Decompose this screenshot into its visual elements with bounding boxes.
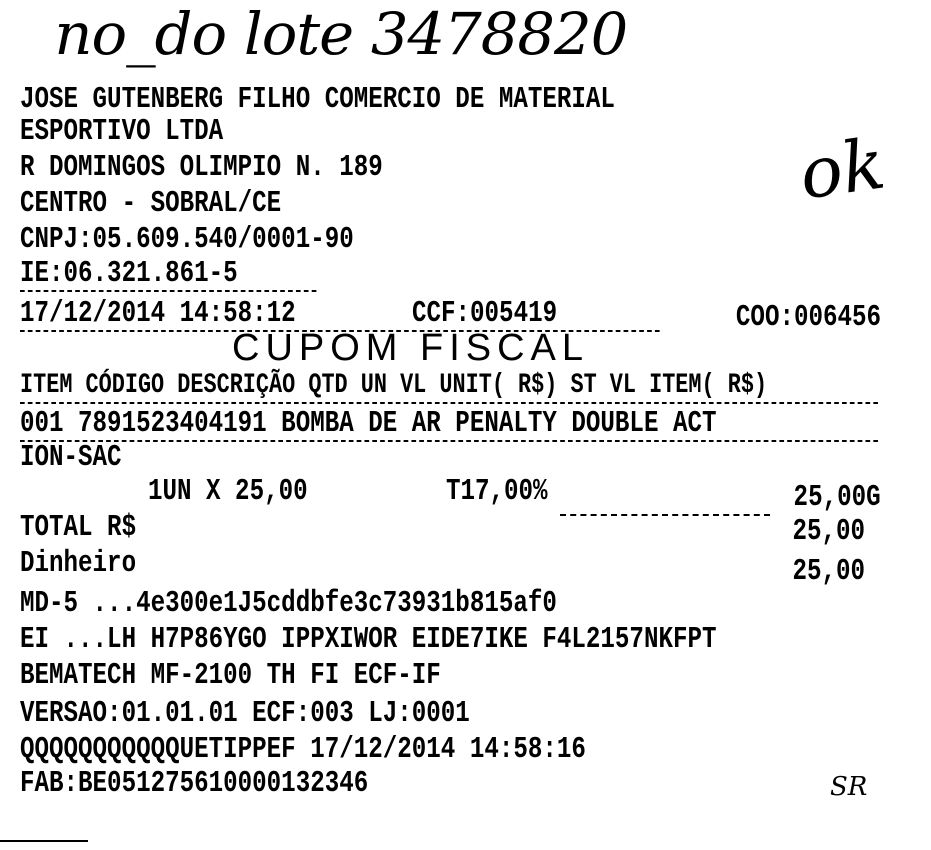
item-dash-fill <box>560 514 770 516</box>
item-qty-line: 1UN X 25,00 <box>148 474 308 509</box>
footer-divider <box>0 840 88 842</box>
fiscal-serial: QQQQQQQQQQQUETIPPEF 17/12/2014 14:58:16 <box>20 732 586 767</box>
store-cnpj: CNPJ:05.609.540/0001-90 <box>20 222 354 257</box>
handwritten-lot-note: no_do lote 3478820 <box>54 0 628 68</box>
handwritten-ok-mark: ok <box>794 122 890 216</box>
item-total: 25,00G <box>793 480 881 515</box>
fiscal-fab: FAB:BE051275610000132346 <box>20 766 369 801</box>
total-value: 25,00 <box>792 514 865 549</box>
payment-label: Dinheiro <box>20 546 137 581</box>
fiscal-version: VERSAO:01.01.01 ECF:003 LJ:0001 <box>20 696 470 731</box>
payment-value: 25,00 <box>792 554 865 589</box>
handwritten-initials: SR <box>830 772 868 802</box>
receipt-title: CUPOM FISCAL <box>232 327 590 369</box>
total-label: TOTAL R$ <box>20 510 137 545</box>
header-datetime: 17/12/2014 14:58:12 <box>20 298 660 332</box>
store-name-line2: ESPORTIVO LTDA <box>20 114 224 149</box>
fiscal-line2: EI ...LH H7P86YGO IPPXIWOR EIDE7IKE F4L2157NKFPT <box>20 622 717 657</box>
item-tax: T17,00% <box>446 474 548 509</box>
store-address-line2: CENTRO - SOBRAL/CE <box>20 186 282 221</box>
header-coo: COO:006456 <box>735 300 881 335</box>
store-address-line1: R DOMINGOS OLIMPIO N. 189 <box>20 150 383 185</box>
store-ie: IE:06.321.861-5 <box>20 258 316 292</box>
fiscal-md5: MD-5 ...4e300e1J5cddbfe3c73931b815af0 <box>20 586 557 621</box>
item-line1: 001 7891523404191 BOMBA DE AR PENALTY DOUBLE ACT <box>20 408 878 442</box>
items-column-header: ITEM CÓDIGO DESCRIÇÃO QTD UN VL UNIT( R$) ST VL ITEM( R$) <box>20 370 878 404</box>
item-line2: ION-SAC <box>20 440 122 475</box>
header-ccf: CCF:005419 <box>412 296 558 331</box>
fiscal-model: BEMATECH MF-2100 TH FI ECF-IF <box>20 658 441 693</box>
store-name-line1: JOSE GUTENBERG FILHO COMERCIO DE MATERIAL <box>20 82 615 117</box>
